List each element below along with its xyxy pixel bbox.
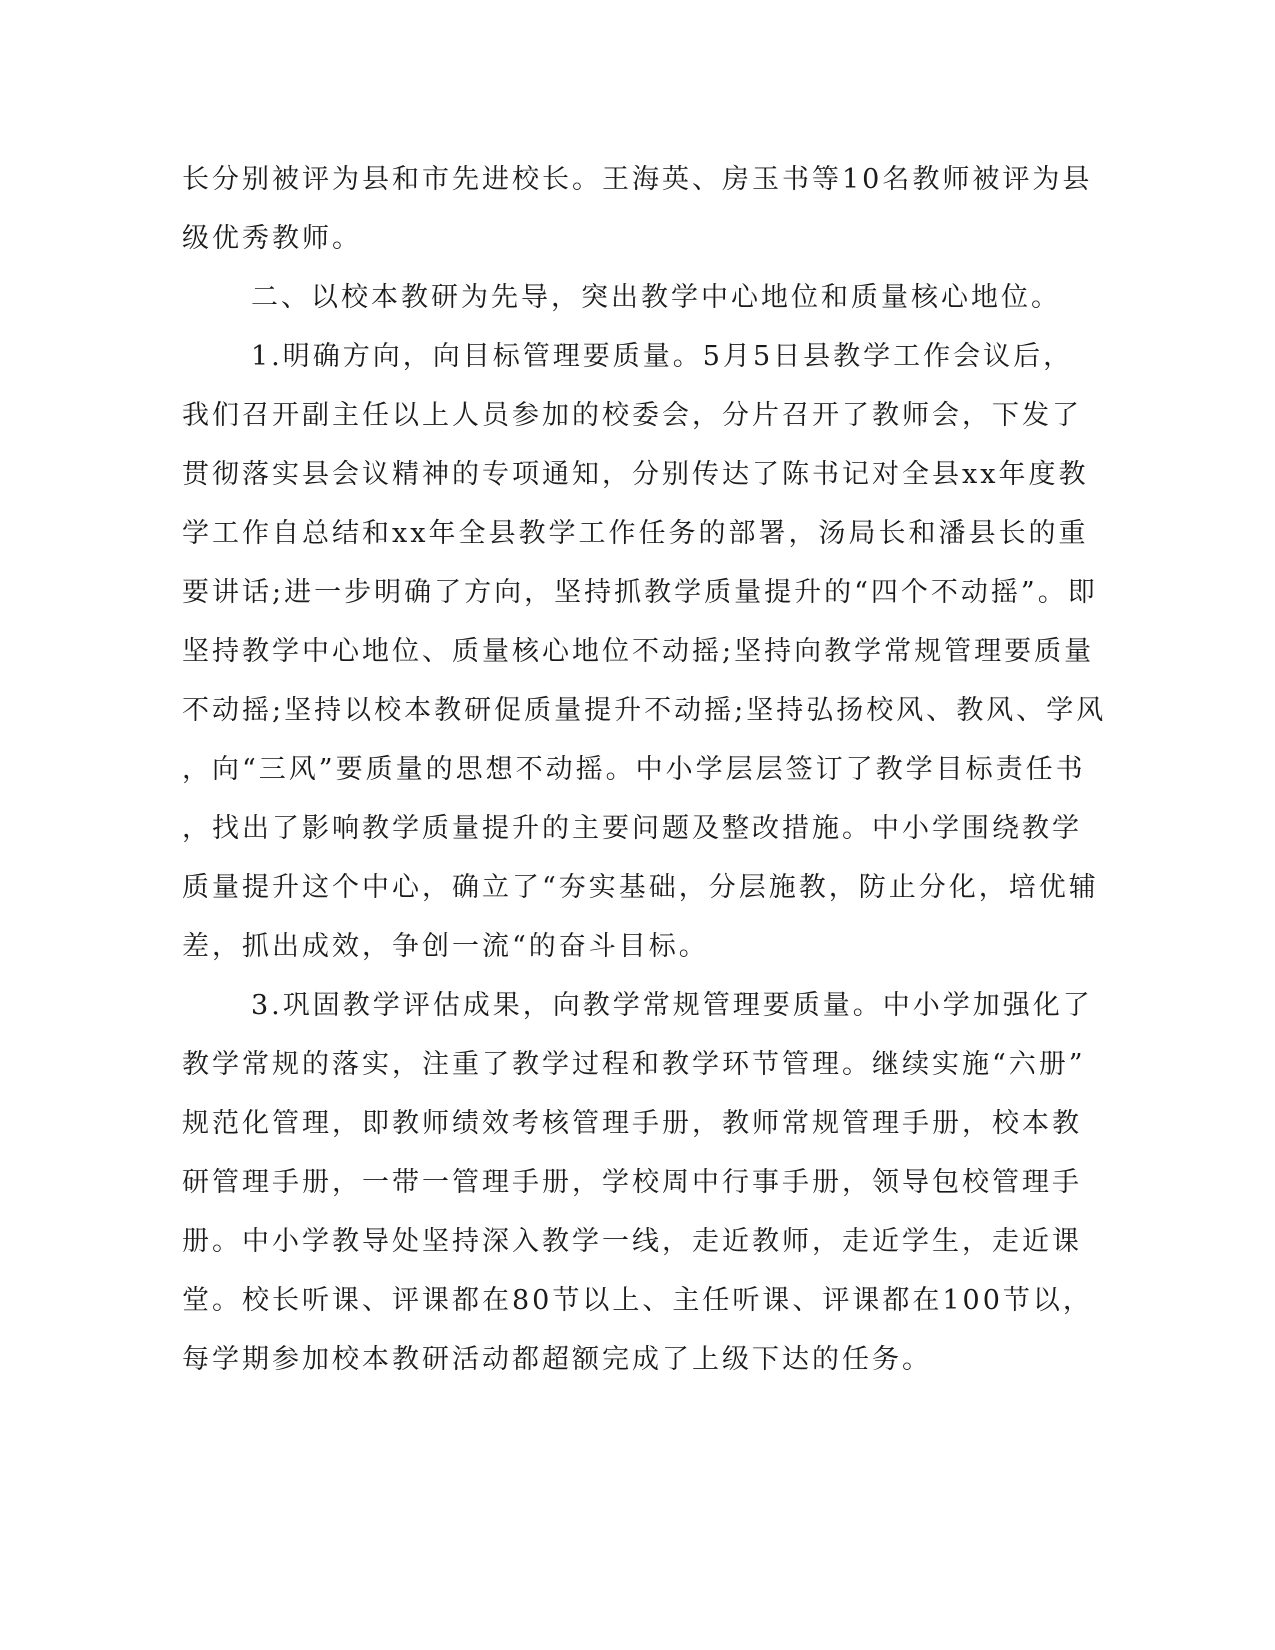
paragraph-2-line-2: 教学常规的落实，注重了教学过程和教学环节管理。继续实施“六册” <box>182 1049 1086 1080</box>
paragraph-1-line-7: 不动摇;坚持以校本教研促质量提升不动摇;坚持弘扬校风、教风、学风 <box>182 695 1107 726</box>
paragraph-1-line-9: ，找出了影响教学质量提升的主要问题及整改措施。中小学围绕教学 <box>182 813 1082 844</box>
text-line-2: 级优秀教师。 <box>182 223 362 254</box>
paragraph-1-line-2: 我们召开副主任以上人员参加的校委会，分片召开了教师会，下发了 <box>182 400 1082 431</box>
paragraph-1-line-8: ，向“三风”要质量的思想不动摇。中小学层层签订了教学目标责任书 <box>182 754 1086 785</box>
paragraph-1-line-6: 坚持教学中心地位、质量核心地位不动摇;坚持向教学常规管理要质量 <box>182 636 1095 667</box>
paragraph-1-line-3: 贯彻落实县会议精神的专项通知，分别传达了陈书记对全县xx年度教 <box>182 459 1089 490</box>
paragraph-2-line-7: 每学期参加校本教研活动都超额完成了上级下达的任务。 <box>182 1344 932 1375</box>
paragraph-1-line-5: 要讲话;进一步明确了方向，坚持抓教学质量提升的“四个不动摇”。即 <box>182 577 1098 608</box>
paragraph-2-line-6: 堂。校长听课、评课都在80节以上、主任听课、评课都在100节以， <box>182 1285 1093 1316</box>
section-heading: 二、以校本教研为先导，突出教学中心地位和质量核心地位。 <box>251 282 1061 313</box>
paragraph-1-line-1: 1.明确方向，向目标管理要质量。5月5日县教学工作会议后， <box>251 341 1074 372</box>
paragraph-1-line-10: 质量提升这个中心，确立了“夯实基础，分层施教，防止分化，培优辅 <box>182 872 1099 903</box>
paragraph-2-line-3: 规范化管理，即教师绩效考核管理手册，教师常规管理手册，校本教 <box>182 1108 1082 1139</box>
paragraph-1-line-4: 学工作自总结和xx年全县教学工作任务的部署，汤局长和潘县长的重 <box>182 518 1089 549</box>
paragraph-1-line-11: 差，抓出成效，争创一流“的奋斗目标。 <box>182 931 709 962</box>
paragraph-2-line-1: 3.巩固教学评估成果，向教学常规管理要质量。中小学加强化了 <box>251 990 1093 1021</box>
paragraph-2-line-4: 研管理手册，一带一管理手册，学校周中行事手册，领导包校管理手 <box>182 1167 1082 1198</box>
text-line-1: 长分别被评为县和市先进校长。王海英、房玉书等10名教师被评为县 <box>182 164 1093 195</box>
paragraph-2-line-5: 册。中小学教导处坚持深入教学一线，走近教师，走近学生，走近课 <box>182 1226 1082 1257</box>
